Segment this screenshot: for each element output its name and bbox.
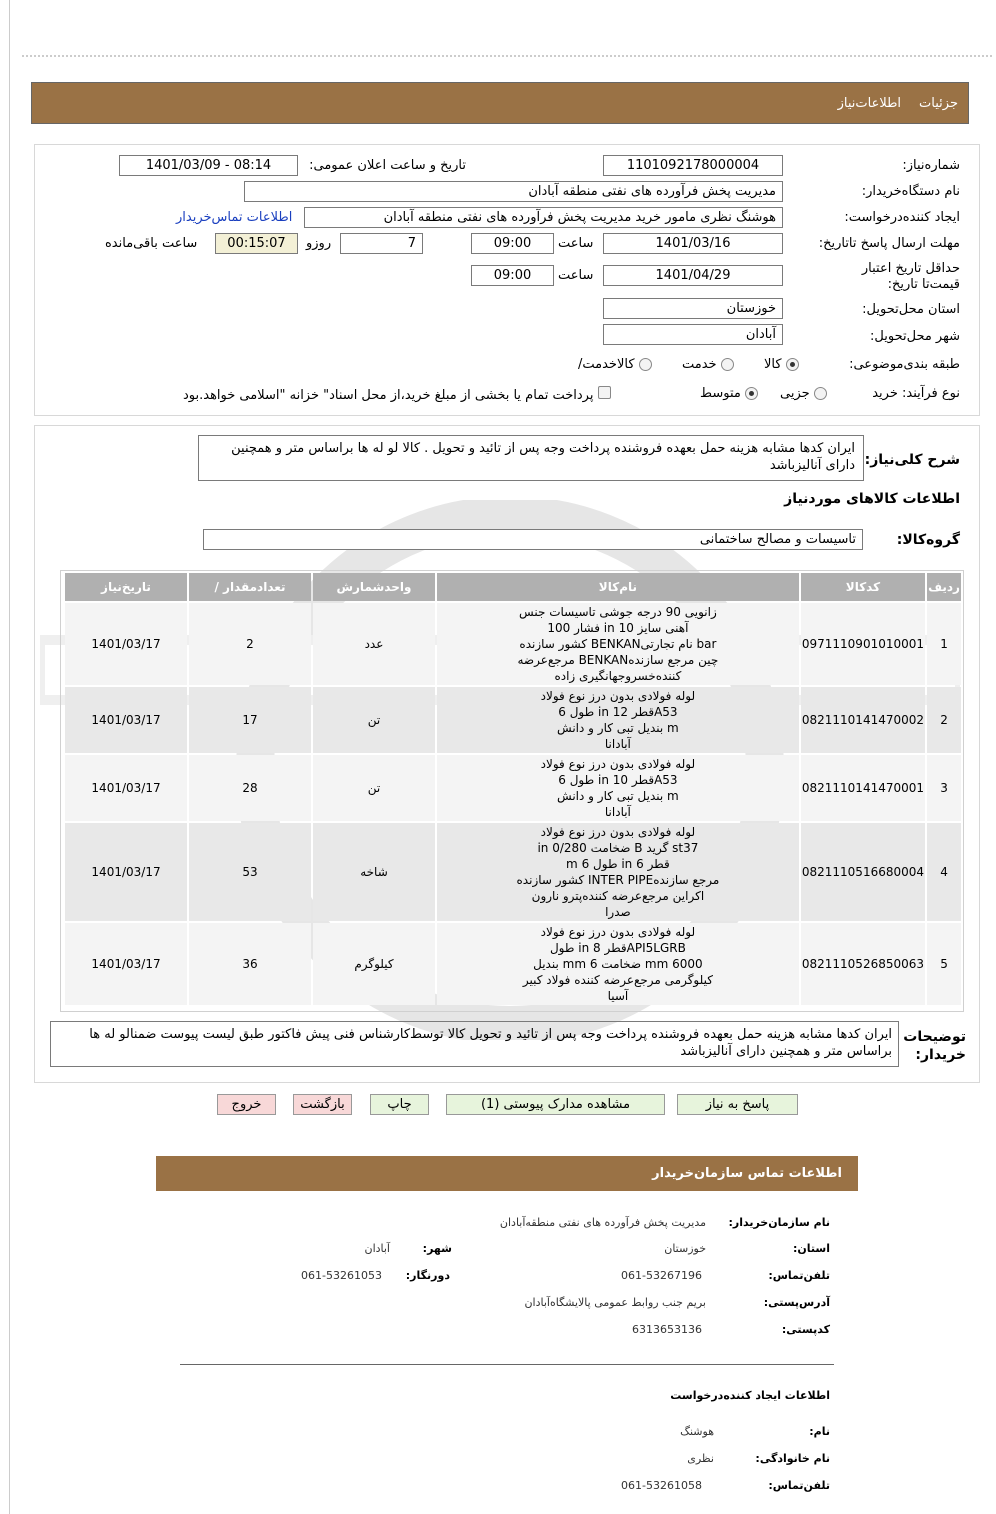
creator-name-label: نام: xyxy=(809,1425,830,1438)
radio-icon[interactable] xyxy=(721,358,734,371)
need-number-field: 1101092178000004 xyxy=(603,155,783,176)
phone-value: 061-53267196 xyxy=(621,1269,702,1282)
item-qty: 17 xyxy=(189,687,311,753)
reply-button[interactable]: پاسخ به نیاز xyxy=(677,1094,798,1115)
days-field: 7 xyxy=(340,233,423,254)
creator-name-value: هوشنگ xyxy=(680,1425,714,1438)
remaining-label: ساعت باقی‌مانده xyxy=(105,236,198,251)
item-name: زانویی 90 درجه جوشی تاسیسات جنس آهنی سایز 10 in فشار 100 bar نام تجارتیBENKAN کشور سازنده چین مرجع سازندهBENKAN مرجع‌عرضه کننده‌خسرو‌جهانگیری زاده xyxy=(437,603,799,685)
org-label: نام سازمان‌خریدار: xyxy=(728,1216,830,1229)
validity-date-field: 1401/04/29 xyxy=(603,265,783,286)
radio-icon[interactable] xyxy=(639,358,652,371)
radio-icon[interactable] xyxy=(814,387,827,400)
item-code: 0821110516680004 xyxy=(801,823,925,921)
item-unit: شاخه xyxy=(313,823,435,921)
validity-label: حداقل تاریخ اعتبار قیمت‌تا تاریخ: xyxy=(861,261,960,292)
item-code: 0971110901010001 xyxy=(801,603,925,685)
remaining-time-field: 00:15:07 xyxy=(215,233,298,254)
item-qty: 2 xyxy=(189,603,311,685)
category-option-goods[interactable]: کالا xyxy=(764,357,799,372)
phone-label: تلفن‌تماس: xyxy=(768,1269,830,1282)
process-option-minor[interactable]: جزیی xyxy=(780,386,827,401)
creator-phone-label: تلفن‌تماس: xyxy=(768,1479,830,1492)
tab-need-info[interactable]: اطلاعات‌نیاز xyxy=(837,95,902,111)
fax-label: دورنگار: xyxy=(405,1269,450,1282)
contact-header: اطلاعات تماس سازمان‌خریدار xyxy=(156,1156,858,1191)
row-number: 5 xyxy=(927,923,961,1005)
goods-title: اطلاعات کالاهای موردنیاز xyxy=(784,491,960,507)
item-qty: 28 xyxy=(189,755,311,821)
dotted-divider xyxy=(22,55,992,57)
deadline-date-field: 1401/03/16 xyxy=(603,233,783,254)
validity-time-label: ساعت xyxy=(558,268,594,283)
postal-label: کد‌پستی: xyxy=(781,1323,830,1336)
item-qty: 53 xyxy=(189,823,311,921)
item-name: لوله فولادی بدون درز نوع فولاد A53قطر 12 in طول 6 m بندیل تبی کار و دانش آبادانا xyxy=(437,687,799,753)
item-date: 1401/03/17 xyxy=(65,823,187,921)
item-date: 1401/03/17 xyxy=(65,923,187,1005)
item-code: 0821110141470001 xyxy=(801,755,925,821)
table-row xyxy=(65,687,961,753)
buyer-notes-box: ایران کدها مشابه هزینه حمل بعهده فروشنده پرداخت وجه پس از تائید و تحویل کالا توسط‌کارشناس فنی پیش فاکتور طبق لیست پیوست ضمنالو له ها براساس متر و همچنین دارای آنالیزباشد xyxy=(50,1021,899,1067)
deadline-label: مهلت ارسال پاسخ تا‌تاریخ: xyxy=(818,236,960,251)
item-name: لوله فولادی بدون درز نوع فولاد API5LGRBقطر 8 in طول 6000 mm ضخامت 6 mm بندیل کیلوگرمی مرجع‌عرضه کننده فولاد کبیر آسیا xyxy=(437,923,799,1005)
deadline-time-label: ساعت xyxy=(558,236,594,251)
col-unit-header: واحدشمارش xyxy=(313,573,435,601)
left-border-line xyxy=(9,0,10,1514)
row-number: 1 xyxy=(927,603,961,685)
deadline-time-field: 09:00 xyxy=(471,233,554,254)
radio-icon[interactable] xyxy=(745,387,758,400)
item-code: 0821110141470002 xyxy=(801,687,925,753)
validity-time-field: 09:00 xyxy=(471,265,554,286)
creator-phone-value: 061-53261058 xyxy=(621,1479,702,1492)
checkbox-icon[interactable] xyxy=(598,386,611,399)
print-button[interactable]: چاپ xyxy=(370,1094,429,1115)
creator-family-label: نام خانوادگی: xyxy=(755,1452,830,1465)
tab-details[interactable]: جزئیات xyxy=(919,95,958,111)
item-unit: عدد xyxy=(313,603,435,685)
item-date: 1401/03/17 xyxy=(65,755,187,821)
attachments-button[interactable]: مشاهده مدارک پیوستی (1) xyxy=(446,1094,665,1115)
items-table xyxy=(63,571,963,1007)
days-label: روزو xyxy=(306,236,332,251)
need-number-label: شماره‌نیاز: xyxy=(902,158,960,173)
contact-city-value: آبادان xyxy=(364,1242,390,1255)
back-button[interactable]: بازگشت xyxy=(293,1094,352,1115)
creator-field: هوشنگ نظری مامور خرید مدیریت پخش فرآورده های نفتی منطقه آبادان xyxy=(304,207,783,228)
item-date: 1401/03/17 xyxy=(65,687,187,753)
col-row-header: ردیف xyxy=(927,573,961,601)
item-name: لوله فولادی بدون درز نوع فولاد st37 گرید B ضخامت 0/280 in قطر 6 in طول 6 m مرجع سازندهINTER PIPE کشور سازنده اکراین مرجع‌عرضه کننده‌پترو نارون صدرا xyxy=(437,823,799,921)
process-option-medium[interactable]: متوسط xyxy=(700,386,758,401)
summary-box: ایران کدها مشابه هزینه حمل بعهده فروشنده پرداخت وجه پس از تائید و تحویل . کالا لو له ها براساس متر و همچنین دارای آنالیزباشد xyxy=(198,435,864,481)
province-field: خوزستان xyxy=(603,298,783,319)
contact-divider xyxy=(180,1364,834,1365)
item-unit: تن xyxy=(313,755,435,821)
group-label: گروه‌کالا: xyxy=(896,532,960,548)
row-number: 3 xyxy=(927,755,961,821)
summary-label: شرح کلی‌نیاز: xyxy=(864,452,960,468)
item-unit: تن xyxy=(313,687,435,753)
item-code: 0821110526850063 xyxy=(801,923,925,1005)
col-qty-header: تعداد‌مقدار / xyxy=(189,573,311,601)
table-row xyxy=(65,603,961,685)
category-option-goods-service[interactable]: کالا‌خدمت/ xyxy=(578,357,652,372)
items-table-wrapper xyxy=(60,570,964,1012)
item-date: 1401/03/17 xyxy=(65,603,187,685)
item-name: لوله فولادی بدون درز نوع فولاد A53قطر 10 in طول 6 m بندیل تبی کار و دانش آبادانا xyxy=(437,755,799,821)
city-label: شهر محل‌تحویل: xyxy=(870,329,960,344)
buyer-label: نام دستگاه‌خریدار: xyxy=(861,184,960,199)
item-unit: کیلوگرم xyxy=(313,923,435,1005)
postal-value: 6313653136 xyxy=(632,1323,702,1336)
creator-label: ایجاد کننده‌درخواست: xyxy=(844,210,960,225)
process-label: نوع فرآیند: خرید xyxy=(872,386,960,401)
table-row xyxy=(65,755,961,821)
col-date-header: تاریخ‌نیاز xyxy=(65,573,187,601)
org-value: مدیریت پخش فرآورده های نفتی منطقه‌آبادان xyxy=(499,1216,706,1229)
announce-field: 1401/03/09 - 08:14 xyxy=(119,155,298,176)
group-field: تاسیسات و مصالح ساختمانی xyxy=(203,529,863,550)
category-label: طبقه بندی‌موضوعی: xyxy=(849,357,960,372)
treasury-payment-option[interactable]: پرداخت تمام یا بخشی از مبلغ خرید،از محل اسناد" خزانه "اسلامی خواهد.بود xyxy=(183,386,611,403)
row-number: 4 xyxy=(927,823,961,921)
table-row xyxy=(65,923,961,1005)
address-label: آدرس‌پستی: xyxy=(763,1296,830,1309)
buyer-field: مدیریت پخش فرآورده های نفتی منطقه آبادان xyxy=(244,181,783,202)
creator-info-header: اطلاعات ایجاد کننده‌درخواست xyxy=(670,1389,830,1402)
fax-value: 061-53261053 xyxy=(301,1269,382,1282)
buyer-notes-label: توضیحات خریدار: xyxy=(903,1029,966,1063)
announce-label: تاریخ و ساعت اعلان عمومی: xyxy=(309,158,466,173)
buyer-contact-link[interactable]: اطلاعات تماس‌خریدار xyxy=(176,210,293,225)
row-number: 2 xyxy=(927,687,961,753)
creator-family-value: نظری xyxy=(687,1452,714,1465)
address-value: بریم جنب روابط عمومی پالایشگاه‌آبادان xyxy=(524,1296,706,1309)
province-label: استان محل‌تحویل: xyxy=(862,302,960,317)
col-name-header: نام‌کالا xyxy=(437,573,799,601)
table-header-row xyxy=(65,573,961,601)
table-row xyxy=(65,823,961,921)
city-field: آبادان xyxy=(603,324,783,345)
top-tab-bar xyxy=(31,82,969,124)
radio-icon[interactable] xyxy=(786,358,799,371)
contact-province-value: خوزستان xyxy=(664,1242,706,1255)
contact-province-label: استان: xyxy=(793,1242,830,1255)
contact-city-label: شهر: xyxy=(422,1242,452,1255)
category-option-service[interactable]: خدمت xyxy=(682,357,734,372)
exit-button[interactable]: خروج xyxy=(217,1094,276,1115)
item-qty: 36 xyxy=(189,923,311,1005)
col-code-header: کدکالا xyxy=(801,573,925,601)
